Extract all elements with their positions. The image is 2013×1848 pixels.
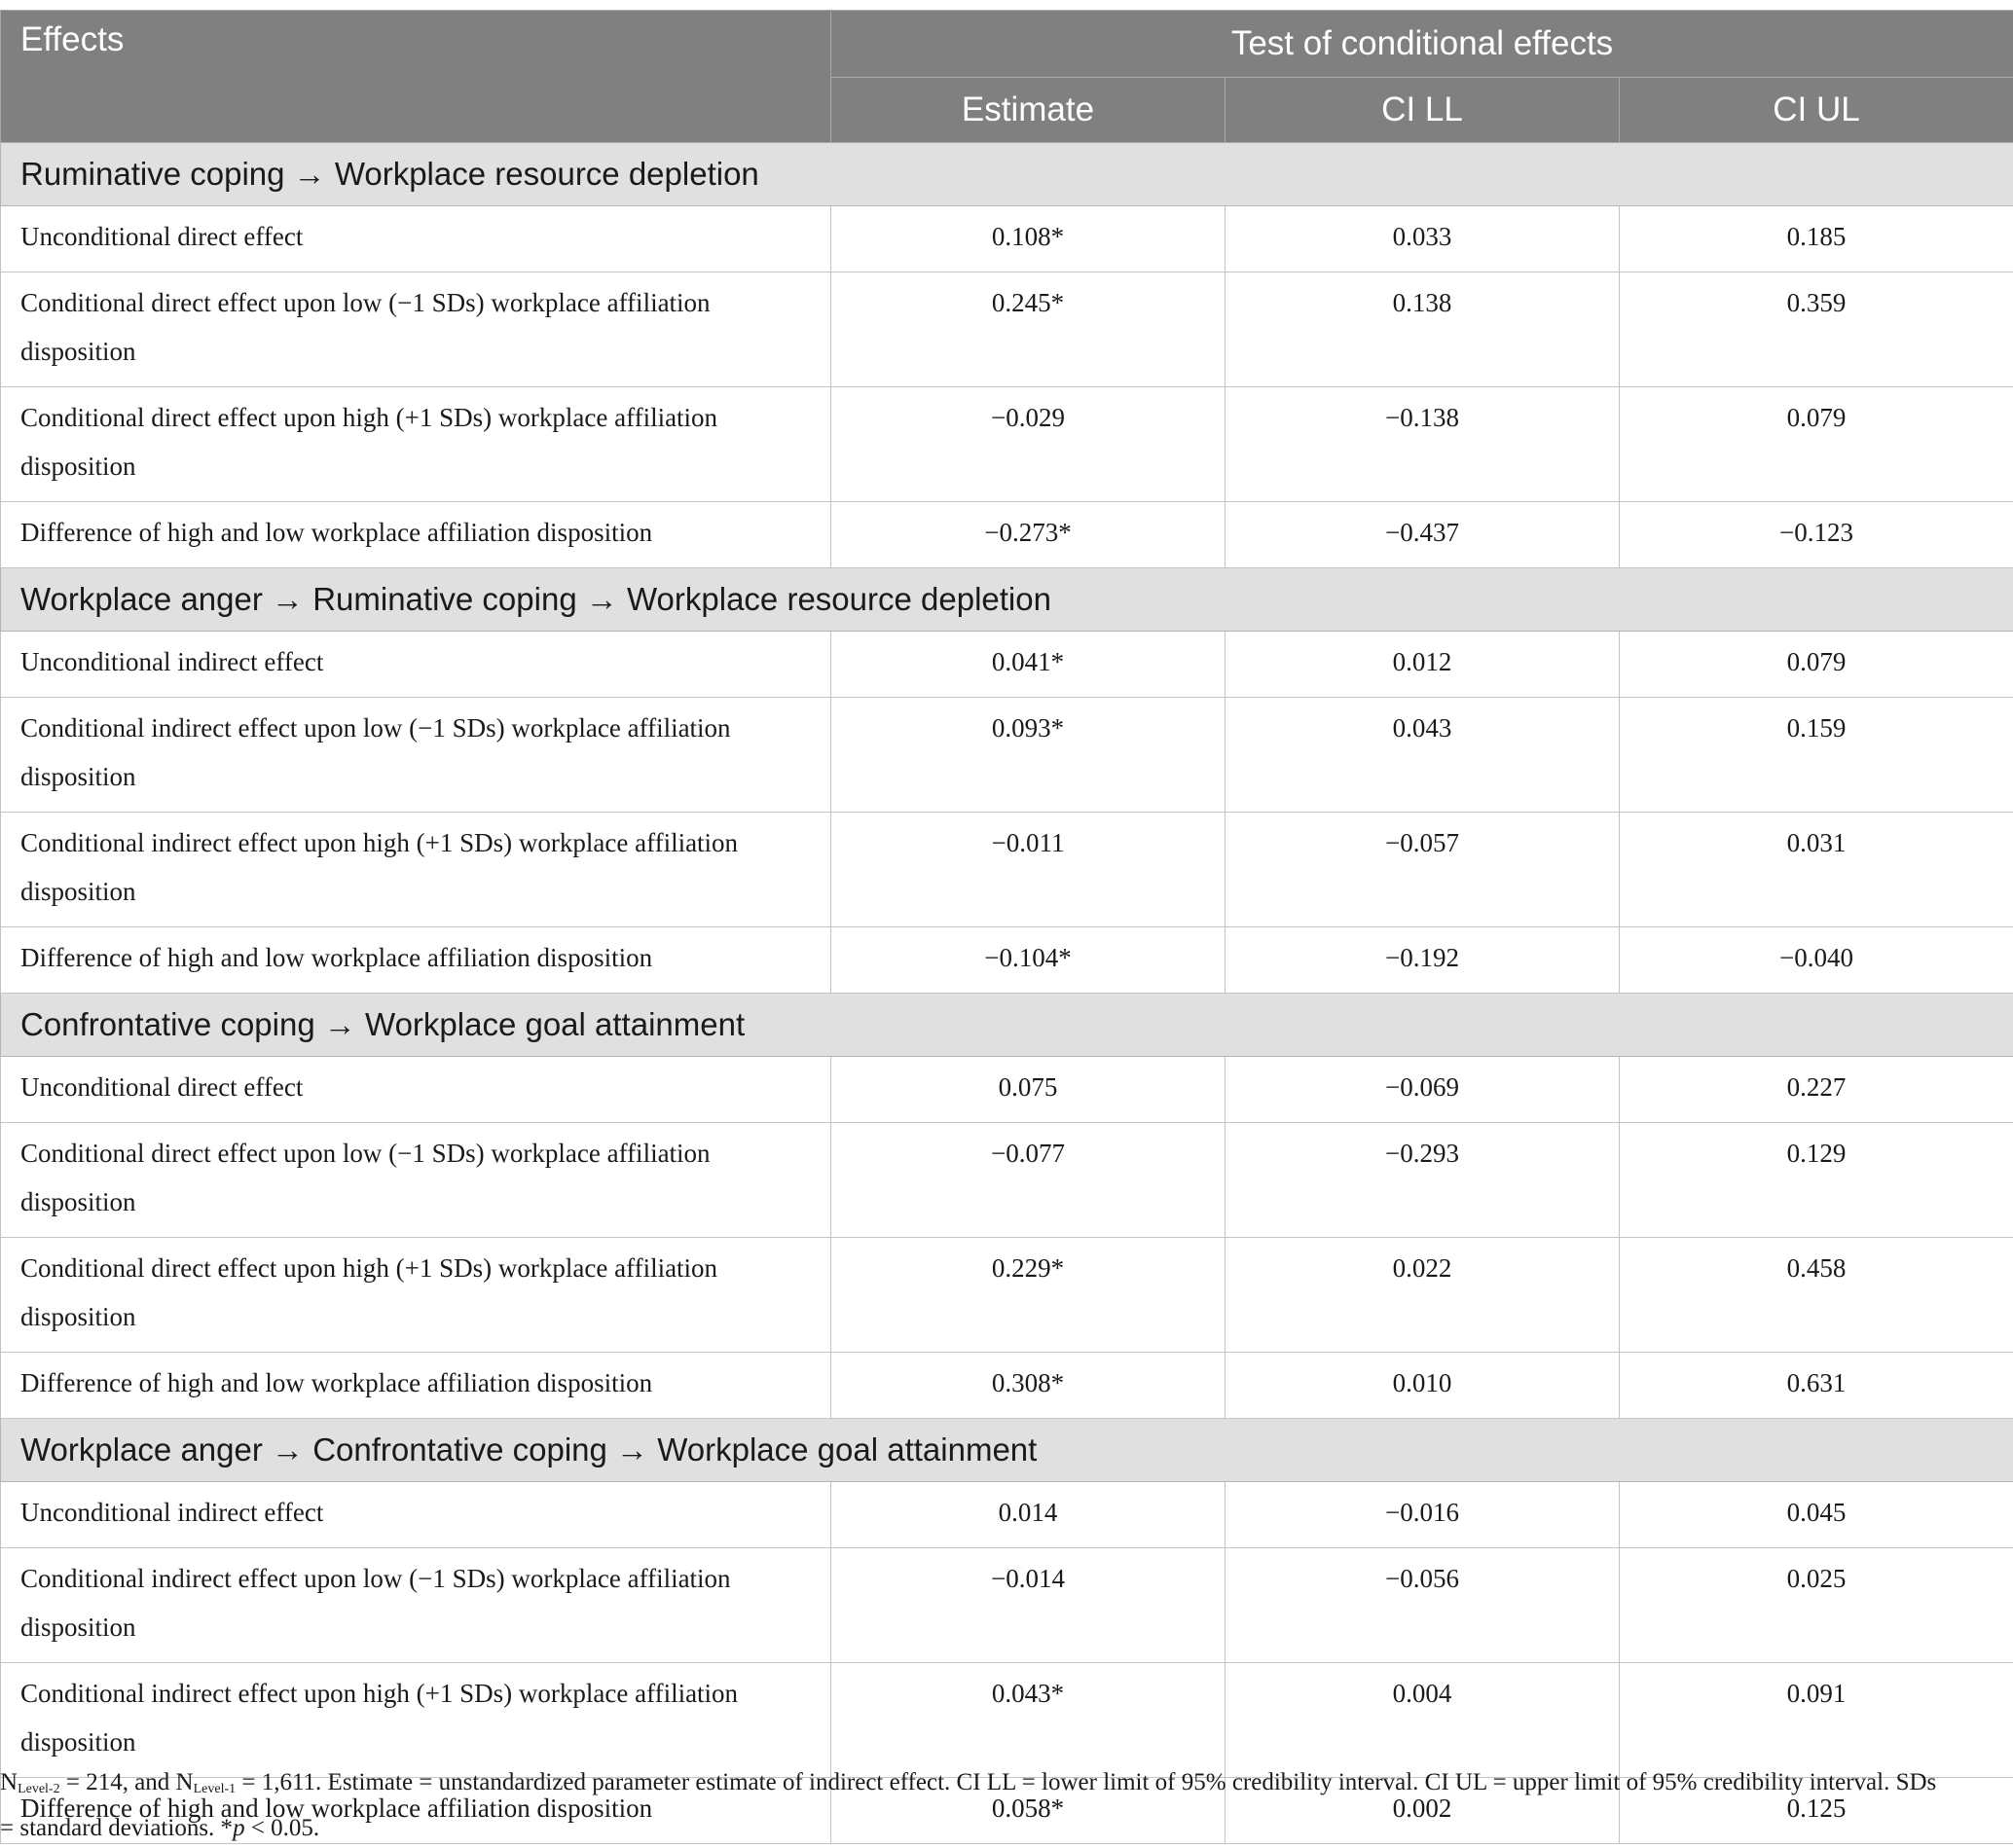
ci-ul-cell: 0.129: [1620, 1123, 2013, 1238]
table-row: [1, 387, 2013, 502]
ci-ul-cell: 0.227: [1620, 1057, 2013, 1123]
effect-label-cell: Conditional indirect effect upon high (+1 SDs) workplace affiliation disposition: [1, 813, 831, 927]
effect-label-cell: Conditional direct effect upon low (−1 SDs) workplace affiliation disposition: [1, 1123, 831, 1238]
table-row: [1, 1123, 2013, 1238]
estimate-cell: −0.011: [831, 813, 1226, 927]
note-text-part-2: = 1,611. Estimate = unstandardized parameter estimate of indirect effect. CI LL = lower limit of 95% credibility interval. CI UL = upper limit of 95% credibility interval. SDs = standard deviations. *: [0, 1769, 1936, 1841]
ci-ul-cell: 0.091: [1620, 1663, 2013, 1778]
estimate-cell: 0.041*: [831, 632, 1226, 698]
ci-ul-cell: 0.031: [1620, 813, 2013, 927]
note-level-1-subscript: Level-1: [194, 1782, 237, 1796]
ci-ul-cell: 0.631: [1620, 1353, 2013, 1419]
table-row: [1, 1663, 2013, 1778]
effect-label-cell: Difference of high and low workplace affiliation disposition: [1, 502, 831, 568]
section-header-row: [1, 994, 2013, 1057]
ci-ll-cell: −0.293: [1226, 1123, 1620, 1238]
note-n-letter: N: [176, 1769, 194, 1795]
estimate-cell: −0.273*: [831, 502, 1226, 568]
ci-ul-cell: −0.040: [1620, 927, 2013, 994]
table-row: [1, 698, 2013, 813]
ci-ll-cell: −0.056: [1226, 1548, 1620, 1663]
estimate-cell: 0.043*: [831, 1663, 1226, 1778]
section-header-row: [1, 568, 2013, 632]
note-level-2-subscript: Level-2: [18, 1782, 60, 1796]
estimate-cell: −0.077: [831, 1123, 1226, 1238]
estimate-cell: 0.075: [831, 1057, 1226, 1123]
effect-label-cell: Unconditional direct effect: [1, 206, 831, 272]
ci-ul-cell: 0.079: [1620, 632, 2013, 698]
ci-ul-cell: 0.125: [1620, 1778, 2013, 1844]
estimate-cell: 0.229*: [831, 1238, 1226, 1353]
ci-ll-cell: 0.002: [1226, 1778, 1620, 1844]
ci-ll-cell: −0.437: [1226, 502, 1620, 568]
table-row: [1, 927, 2013, 994]
ci-ul-cell: 0.458: [1620, 1238, 2013, 1353]
ci-ul-cell: 0.079: [1620, 387, 2013, 502]
effect-label-cell: Unconditional direct effect: [1, 1057, 831, 1123]
effect-label-cell: Conditional direct effect upon low (−1 SDs) workplace affiliation disposition: [1, 272, 831, 387]
table-row: [1, 813, 2013, 927]
ci-ll-cell: 0.004: [1226, 1663, 1620, 1778]
table-row: [1, 502, 2013, 568]
table-footnote: [0, 1763, 1947, 1848]
header-ci-ul: CI UL: [1620, 78, 2013, 143]
table-row: [1, 1353, 2013, 1419]
effect-label-cell: Conditional indirect effect upon low (−1 SDs) workplace affiliation disposition: [1, 698, 831, 813]
ci-ll-cell: 0.138: [1226, 272, 1620, 387]
effect-label-cell: Unconditional indirect effect: [1, 632, 831, 698]
table-row: [1, 272, 2013, 387]
ci-ul-cell: −0.123: [1620, 502, 2013, 568]
effect-label-cell: Unconditional indirect effect: [1, 1482, 831, 1548]
table-row: [1, 632, 2013, 698]
ci-ul-cell: 0.359: [1620, 272, 2013, 387]
estimate-cell: 0.014: [831, 1482, 1226, 1548]
ci-ul-cell: 0.159: [1620, 698, 2013, 813]
estimate-cell: 0.093*: [831, 698, 1226, 813]
ci-ll-cell: 0.033: [1226, 206, 1620, 272]
table-row: [1, 1238, 2013, 1353]
table-header: [1, 11, 2013, 143]
table-body: [1, 143, 2013, 1844]
estimate-cell: 0.245*: [831, 272, 1226, 387]
estimate-cell: 0.058*: [831, 1778, 1226, 1844]
effect-label-cell: Difference of high and low workplace affiliation disposition: [1, 927, 831, 994]
ci-ll-cell: 0.022: [1226, 1238, 1620, 1353]
ci-ll-cell: 0.012: [1226, 632, 1620, 698]
note-text-part-1: = 214, and: [60, 1769, 176, 1795]
ci-ul-cell: 0.025: [1620, 1548, 2013, 1663]
table-row: [1, 1482, 2013, 1548]
ci-ll-cell: 0.010: [1226, 1353, 1620, 1419]
effect-label-cell: Conditional direct effect upon high (+1 SDs) workplace affiliation disposition: [1, 1238, 831, 1353]
ci-ll-cell: −0.057: [1226, 813, 1620, 927]
estimate-cell: −0.029: [831, 387, 1226, 502]
note-n-letter: N: [0, 1769, 18, 1795]
section-header-row: [1, 1419, 2013, 1482]
ci-ul-cell: 0.185: [1620, 206, 2013, 272]
effect-label-cell: Difference of high and low workplace affiliation disposition: [1, 1353, 831, 1419]
estimate-cell: −0.104*: [831, 927, 1226, 994]
ci-ll-cell: −0.069: [1226, 1057, 1620, 1123]
note-text-part-3: < 0.05.: [245, 1815, 320, 1841]
estimate-cell: 0.108*: [831, 206, 1226, 272]
table-row: [1, 206, 2013, 272]
note-p-symbol: p: [233, 1815, 245, 1841]
results-table-container: [0, 10, 2013, 1844]
effect-label-cell: Conditional indirect effect upon low (−1 SDs) workplace affiliation disposition: [1, 1548, 831, 1663]
section-title: Ruminative coping → Workplace resource depletion: [1, 143, 2013, 206]
ci-ul-cell: 0.045: [1620, 1482, 2013, 1548]
effect-label-cell: Difference of high and low workplace affiliation disposition: [1, 1778, 831, 1844]
section-header-row: [1, 143, 2013, 206]
section-title: Workplace anger → Confrontative coping → Workplace goal attainment: [1, 1419, 2013, 1482]
ci-ll-cell: −0.016: [1226, 1482, 1620, 1548]
estimate-cell: −0.014: [831, 1548, 1226, 1663]
section-title: Confrontative coping → Workplace goal attainment: [1, 994, 2013, 1057]
header-effects: Effects: [1, 11, 831, 143]
header-test-of-conditional-effects: Test of conditional effects: [831, 11, 2013, 78]
table-row: [1, 1057, 2013, 1123]
table-row: [1, 1548, 2013, 1663]
conditional-effects-table: [0, 10, 2013, 1844]
effect-label-cell: Conditional direct effect upon high (+1 SDs) workplace affiliation disposition: [1, 387, 831, 502]
ci-ll-cell: −0.192: [1226, 927, 1620, 994]
ci-ll-cell: −0.138: [1226, 387, 1620, 502]
estimate-cell: 0.308*: [831, 1353, 1226, 1419]
header-estimate: Estimate: [831, 78, 1226, 143]
section-title: Workplace anger → Ruminative coping → Workplace resource depletion: [1, 568, 2013, 632]
header-ci-ll: CI LL: [1226, 78, 1620, 143]
ci-ll-cell: 0.043: [1226, 698, 1620, 813]
effect-label-cell: Conditional indirect effect upon high (+1 SDs) workplace affiliation disposition: [1, 1663, 831, 1778]
